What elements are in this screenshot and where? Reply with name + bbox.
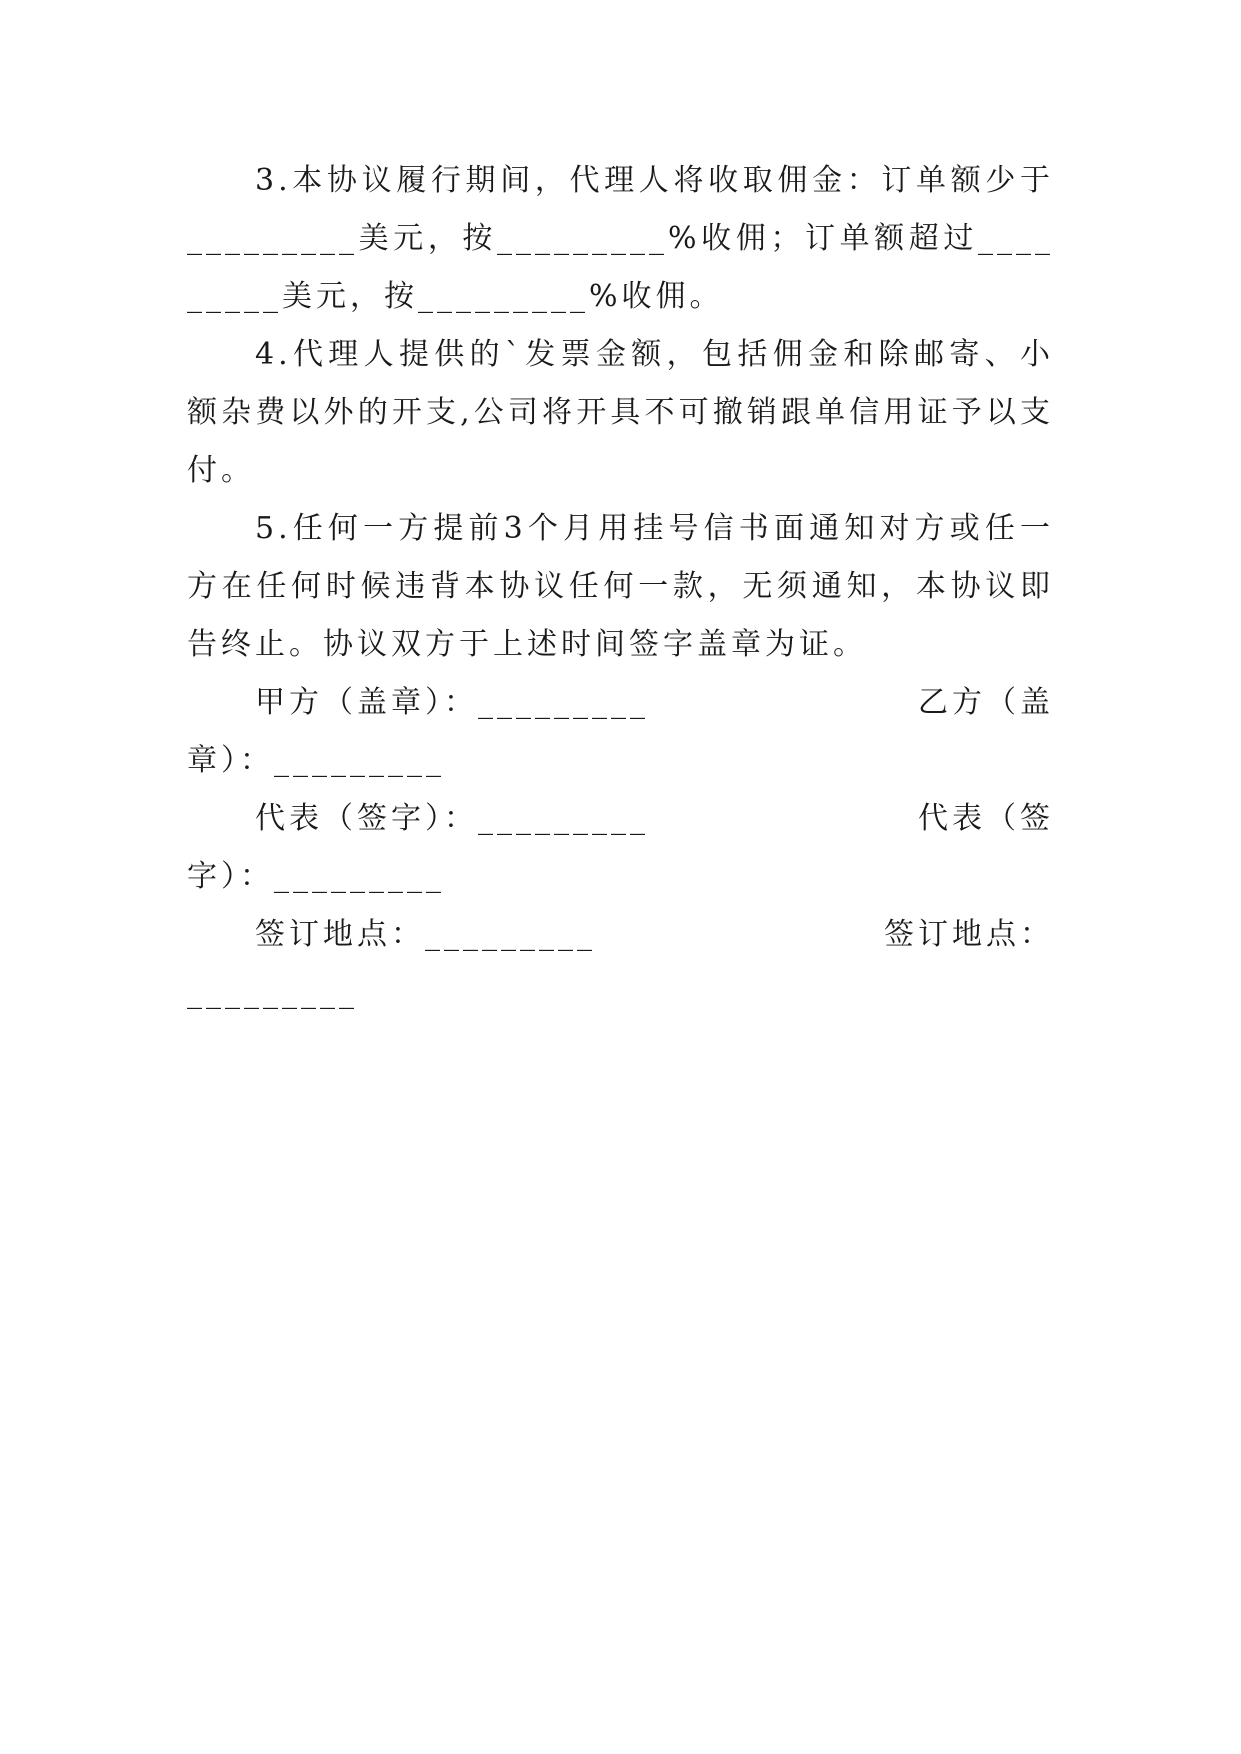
document-body — [187, 152, 1054, 1022]
party-b-representative-line1: 代表（签 — [918, 801, 1054, 836]
party-a-place: 签订地点：_________ — [255, 917, 596, 952]
clause-3: 3.本协议履行期间，代理人将收取佣金：订单额少于_________美元，按_________%收佣；订单额超过_________美元，按_________%收佣。 — [187, 163, 1054, 314]
party-b-seal — [187, 674, 1054, 790]
seal-signature-row — [187, 674, 1054, 790]
party-b-place-line1: 签订地点： — [884, 917, 1054, 952]
party-a-seal: 甲方（盖章）：_________ — [255, 685, 649, 720]
party-b-place-line2: _________ — [187, 975, 358, 1010]
party-a-representative: 代表（签字）：_________ — [255, 801, 649, 836]
place-signature-row — [187, 906, 1054, 1022]
representative-signature-row — [187, 790, 1054, 906]
clause-5: 5.任何一方提前3个月用挂号信书面通知对方或任一方在任何时候违背本协议任何一款，无须通知，本协议即告终止。协议双方于上述时间签字盖章为证。 — [187, 511, 1054, 662]
party-b-representative-line2: 字）：_________ — [187, 859, 445, 894]
party-b-seal-line2: 章）：_________ — [187, 743, 445, 778]
party-b-seal-line1: 乙方（盖 — [918, 685, 1054, 720]
party-b-place — [187, 906, 1054, 1022]
clause-4: 4.代理人提供的`发票金额，包括佣金和除邮寄、小额杂费以外的开支,公司将开具不可撤销跟单信用证予以支付。 — [187, 337, 1054, 488]
party-b-representative — [187, 790, 1054, 906]
